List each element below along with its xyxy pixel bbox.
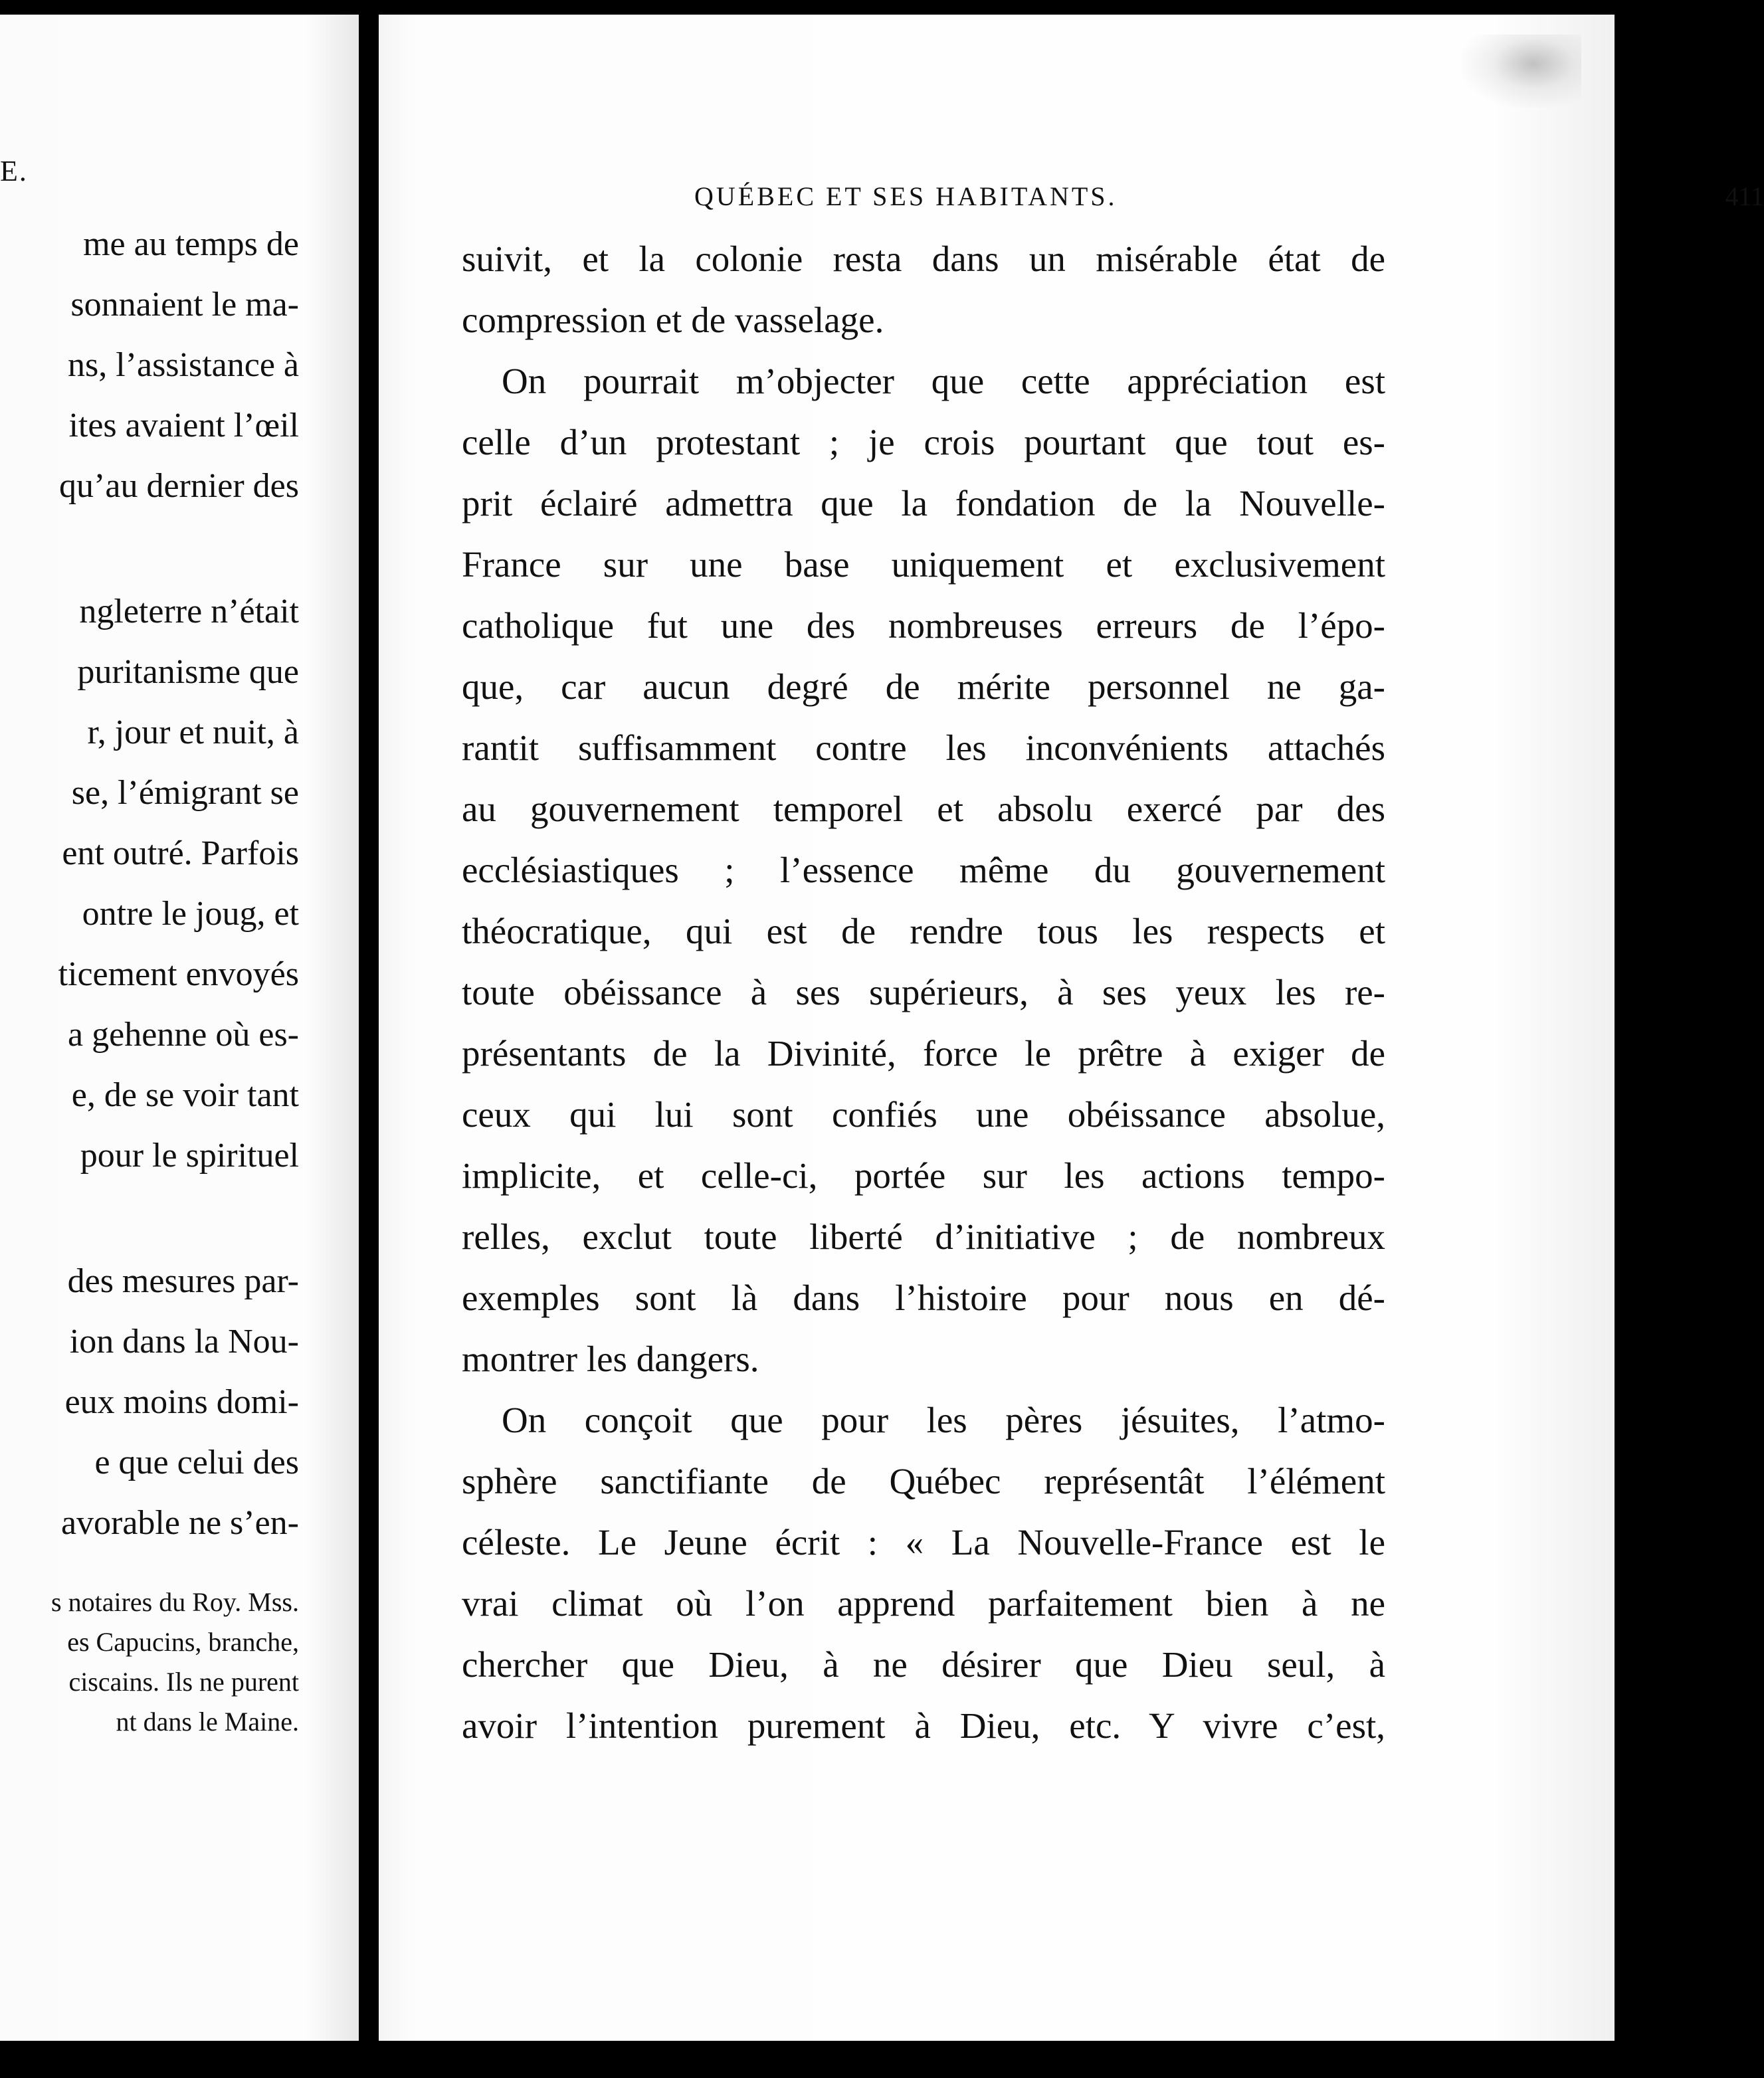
footnote-line: nt dans le Maine. [116,1707,299,1737]
footnote-line: s notaires du Roy. Mss. [51,1587,299,1617]
text-line: que, car aucun degré de mérite personnel ne ga- [462,666,1385,707]
text-line: vrai climat où l’on apprend parfaitement bien à ne [462,1583,1385,1624]
left-page-text [0,214,299,1553]
left-line: sonnaient le ma- [70,286,299,324]
footnote-line: ciscains. Ils ne purent [68,1667,299,1697]
left-line: r, jour et nuit, à [87,713,299,751]
running-title: QUÉBEC ET SES HABITANTS. [694,181,1118,211]
left-line: avorable ne s’en- [60,1504,299,1542]
text-line: relles, exclut toute liberté d’initiative ; de nombreux [462,1216,1385,1257]
page-number: 411 [1725,181,1764,211]
text-line: théocratique, qui est de rendre tous les respects et [462,911,1385,951]
left-line: des mesures par- [67,1262,299,1300]
text-line: céleste. Le Jeune écrit : « La Nouvelle-France est le [462,1522,1385,1562]
text-line: celle d’un protestant ; je crois pourtant que tout es- [462,422,1385,462]
left-line: puritanisme que [77,653,299,691]
text-line: ecclésiastiques ; l’essence même du gouvernement [462,850,1385,890]
left-line: e que celui des [94,1444,299,1481]
text-line: ceux qui lui sont confiés une obéissance absolue, [462,1094,1385,1135]
left-line: e, de se voir tant [71,1076,299,1114]
text-line: prit éclairé admettra que la fondation de la Nouvelle- [462,483,1385,523]
text-line: sphère sanctifiante de Québec représentât l’élément [462,1461,1385,1501]
text-line: exemples sont là dans l’histoire pour nous en dé- [462,1277,1385,1318]
scan-border-bottom [0,2041,1629,2078]
left-line: ngleterre n’était [79,593,299,630]
left-line: me au temps de [83,225,299,263]
text-line: On conçoit que pour les pères jésuites, l’atmo- [502,1400,1385,1440]
right-page [379,15,1764,2041]
text-line: montrer les dangers. [462,1339,759,1379]
text-line: au gouvernement temporel et absolu exercé par des [462,789,1385,829]
book-gutter [359,0,379,2078]
text-line: rantit suffisamment contre les inconvénients attachés [462,727,1385,768]
text-line: suivit, et la colonie resta dans un misérable état de [462,238,1385,279]
left-line: ites avaient l’œil [68,407,299,444]
left-line: se, l’émigrant se [71,774,299,812]
text-line: catholique fut une des nombreuses erreurs de l’épo- [462,605,1385,646]
left-line: a gehenne où es- [68,1016,299,1054]
page-header [694,181,1764,221]
text-line: France sur une base uniquement et exclusivement [462,544,1385,585]
left-line: ion dans la Nou- [69,1323,299,1361]
text-line: On pourrait m’objecter que cette appréciation est [502,361,1385,401]
text-line: chercher que Dieu, à ne désirer que Dieu seul, à [462,1644,1385,1685]
left-line: ns, l’assistance à [67,346,299,384]
text-line: avoir l’intention purement à Dieu, etc. Y vivre c’est, [462,1705,1385,1746]
scan-smudge [1462,35,1581,108]
left-page [0,15,359,2041]
footnote-line: es Capucins, branche, [67,1627,299,1657]
scan-border-right [1615,0,1629,2078]
left-line: qu’au dernier des [59,467,299,505]
left-line: eux moins domi- [64,1383,299,1421]
text-line: toute obéissance à ses supérieurs, à ses yeux les re- [462,972,1385,1012]
left-footnotes [0,1582,299,1742]
text-line: implicite, et celle-ci, portée sur les actions tempo- [462,1155,1385,1196]
text-line: présentants de la Divinité, force le prêtre à exiger de [462,1033,1385,1074]
text-line: compression et de vasselage. [462,300,884,340]
scan-border-top [0,0,1629,15]
left-line: pour le spirituel [80,1137,299,1175]
body-text [462,229,1764,1756]
left-line: ticement envoyés [58,955,299,993]
left-line: ontre le joug, et [82,895,299,933]
left-line: ent outré. Parfois [62,834,299,872]
left-running-head: E. [0,155,28,187]
